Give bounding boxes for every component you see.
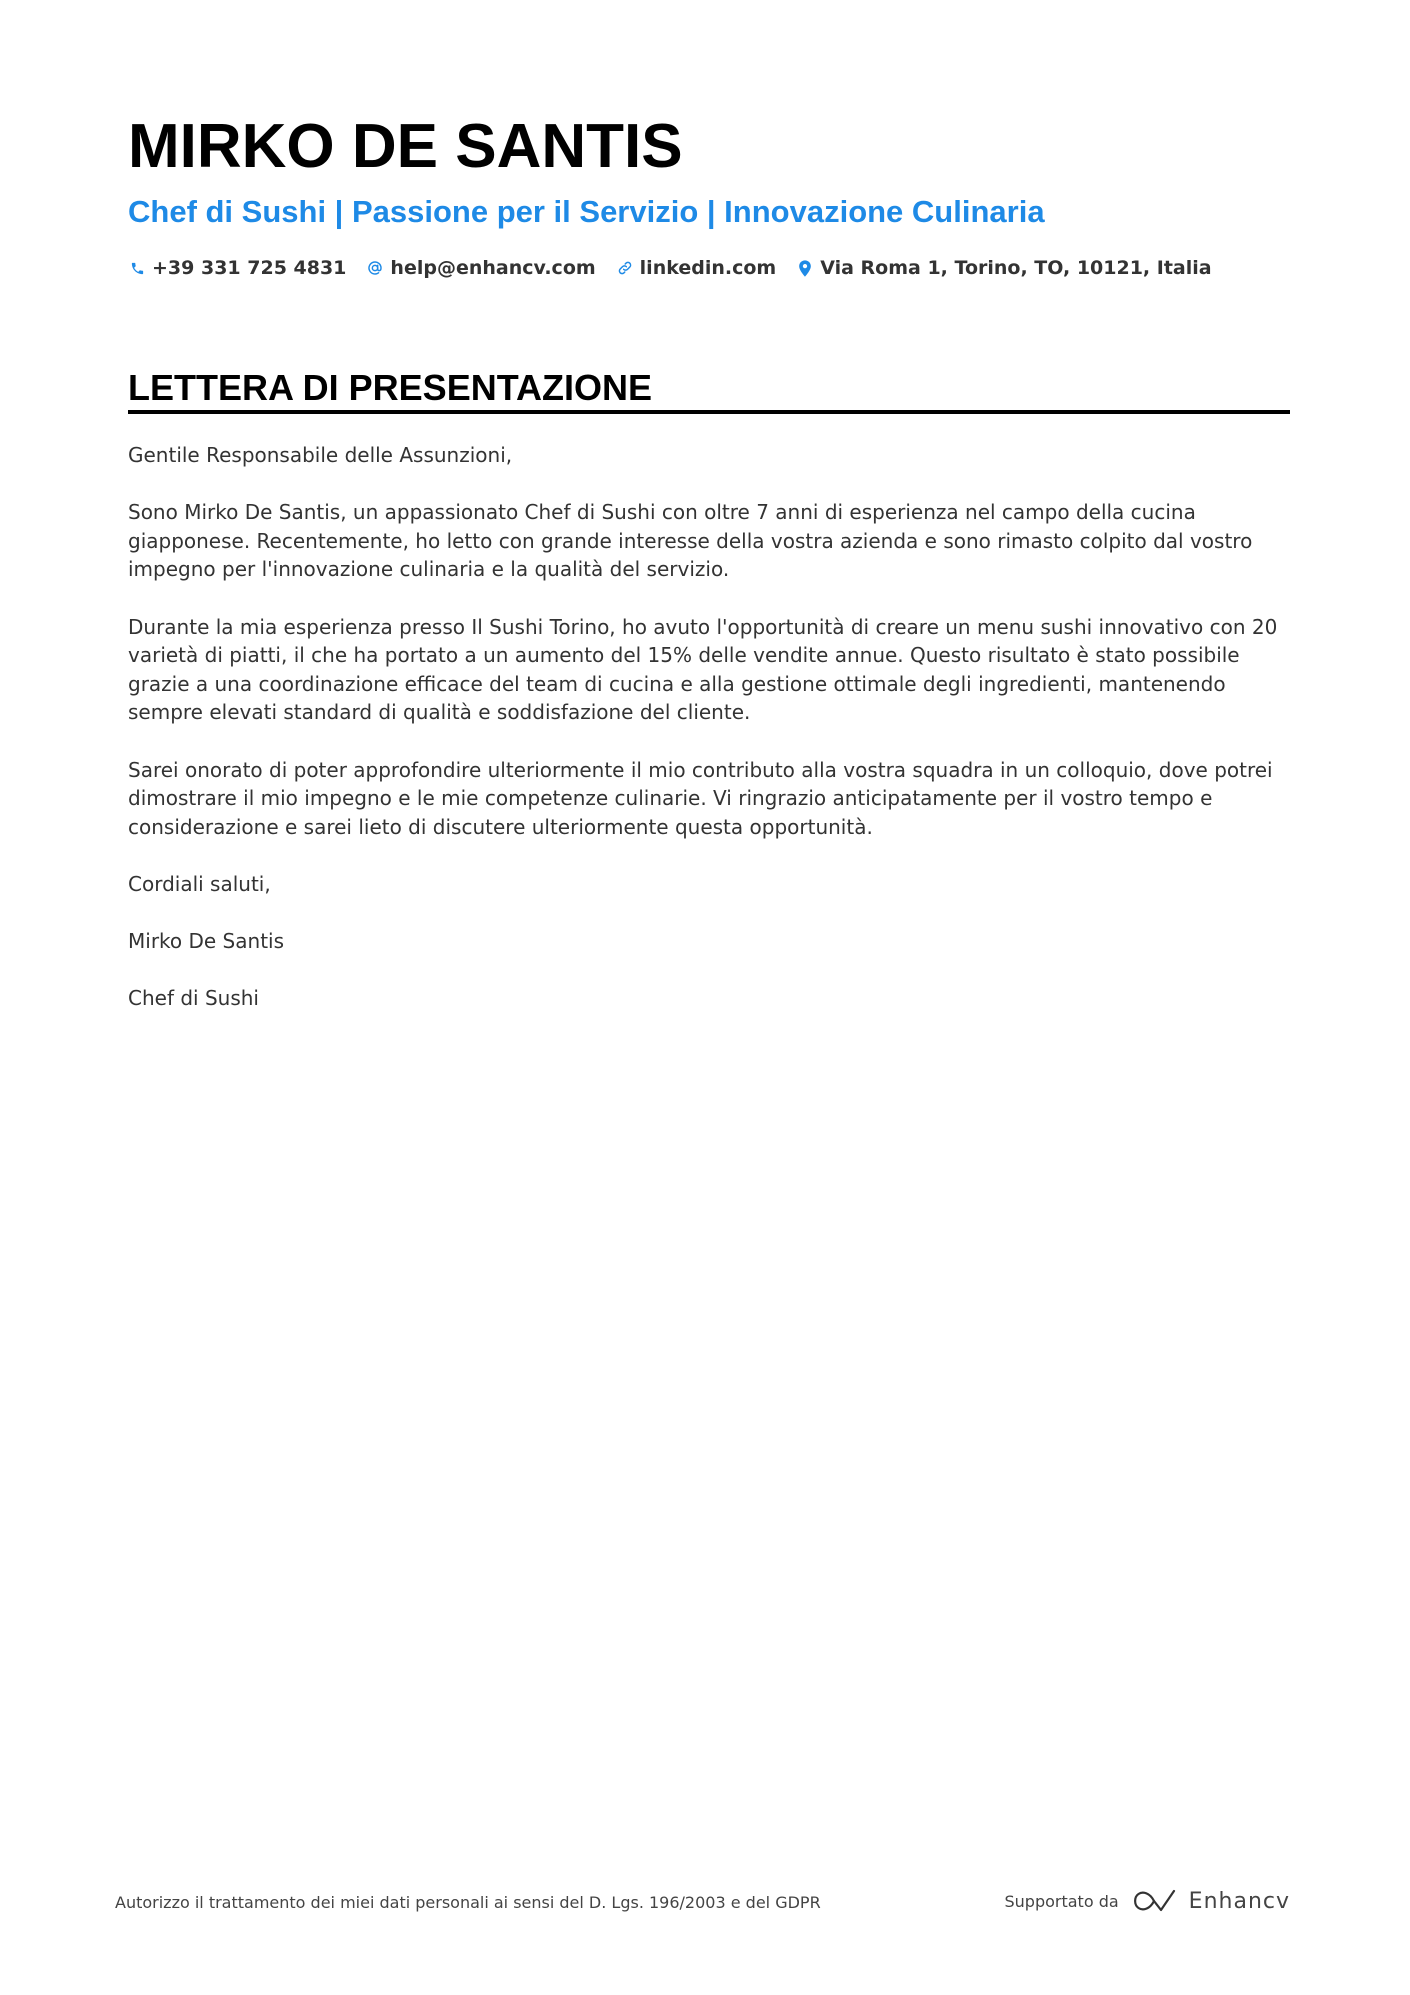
footer-branding[interactable] (1005, 1888, 1291, 1914)
contact-phone-text: +39 331 725 4831 (152, 257, 347, 279)
letter-signature-title: Chef di Sushi (128, 986, 259, 1011)
contact-email-text: help@enhancv.com (390, 257, 596, 279)
phone-icon (128, 259, 146, 277)
contact-phone[interactable] (128, 257, 346, 279)
contact-address (796, 257, 1211, 279)
letter-signoff: Cordiali saluti, (128, 871, 271, 896)
supported-by-label: Supportato da (1004, 1891, 1119, 1911)
section-divider (128, 410, 1290, 414)
letter-paragraph-closing: Sarei onorato di poter approfondire ulteriormente il mio contributo alla vostra squadra in un colloquio, dove potrei dimostrare il mio impegno e le mie competenze culinarie. Vi ringrazio anticipatamente per il vostro tempo e considerazione e sarei lieto di discutere ulteriormente questa opportunità. (128, 757, 1273, 839)
contact-email[interactable] (366, 257, 595, 279)
contact-linkedin-text: linkedin.com (639, 257, 777, 279)
contact-bar (128, 254, 1232, 282)
candidate-name: MIRKO DE SANTIS (128, 112, 683, 181)
contact-linkedin[interactable] (616, 257, 777, 279)
letter-paragraph-experience: Durante la mia esperienza presso Il Sushi Torino, ho avuto l'opportunità di creare un menu sushi innovativo con 20 varietà di piatti, il che ha portato a un aumento del 15% delle vendite annue. Questo risultato è stato possibile grazie a una coordinazione efficace del team di cucina e alla gestione ottimale degli ingredienti, mantenendo sempre elevati standard di qualità e soddisfazione del cliente. (128, 614, 1278, 725)
letter-signature-name: Mirko De Santis (128, 929, 285, 954)
enhancv-brand-name: Enhancv (1188, 1888, 1290, 1914)
location-pin-icon (796, 259, 814, 277)
enhancv-logo-icon (1131, 1888, 1177, 1914)
at-icon (366, 259, 384, 277)
privacy-note: Autorizzo il trattamento dei miei dati personali ai sensi del D. Lgs. 196/2003 e del GDPR (115, 1893, 821, 1912)
letter-body (128, 441, 1293, 1041)
contact-address-text: Via Roma 1, Torino, TO, 10121, Italia (820, 257, 1212, 279)
section-title: LETTERA DI PRESENTAZIONE (128, 367, 653, 408)
letter-salutation: Gentile Responsabile delle Assunzioni, (128, 443, 513, 467)
link-icon (616, 259, 634, 277)
letter-paragraph-intro: Sono Mirko De Santis, un appassionato Chef di Sushi con oltre 7 anni di esperienza nel campo della cucina giapponese. Recentemente, ho letto con grande interesse della vostra azienda e sono rimasto colpito dal vostro impegno per l'innovazione culinaria e la qualità del servizio. (128, 500, 1253, 582)
candidate-headline: Chef di Sushi | Passione per il Servizio | Innovazione Culinaria (128, 194, 1045, 229)
